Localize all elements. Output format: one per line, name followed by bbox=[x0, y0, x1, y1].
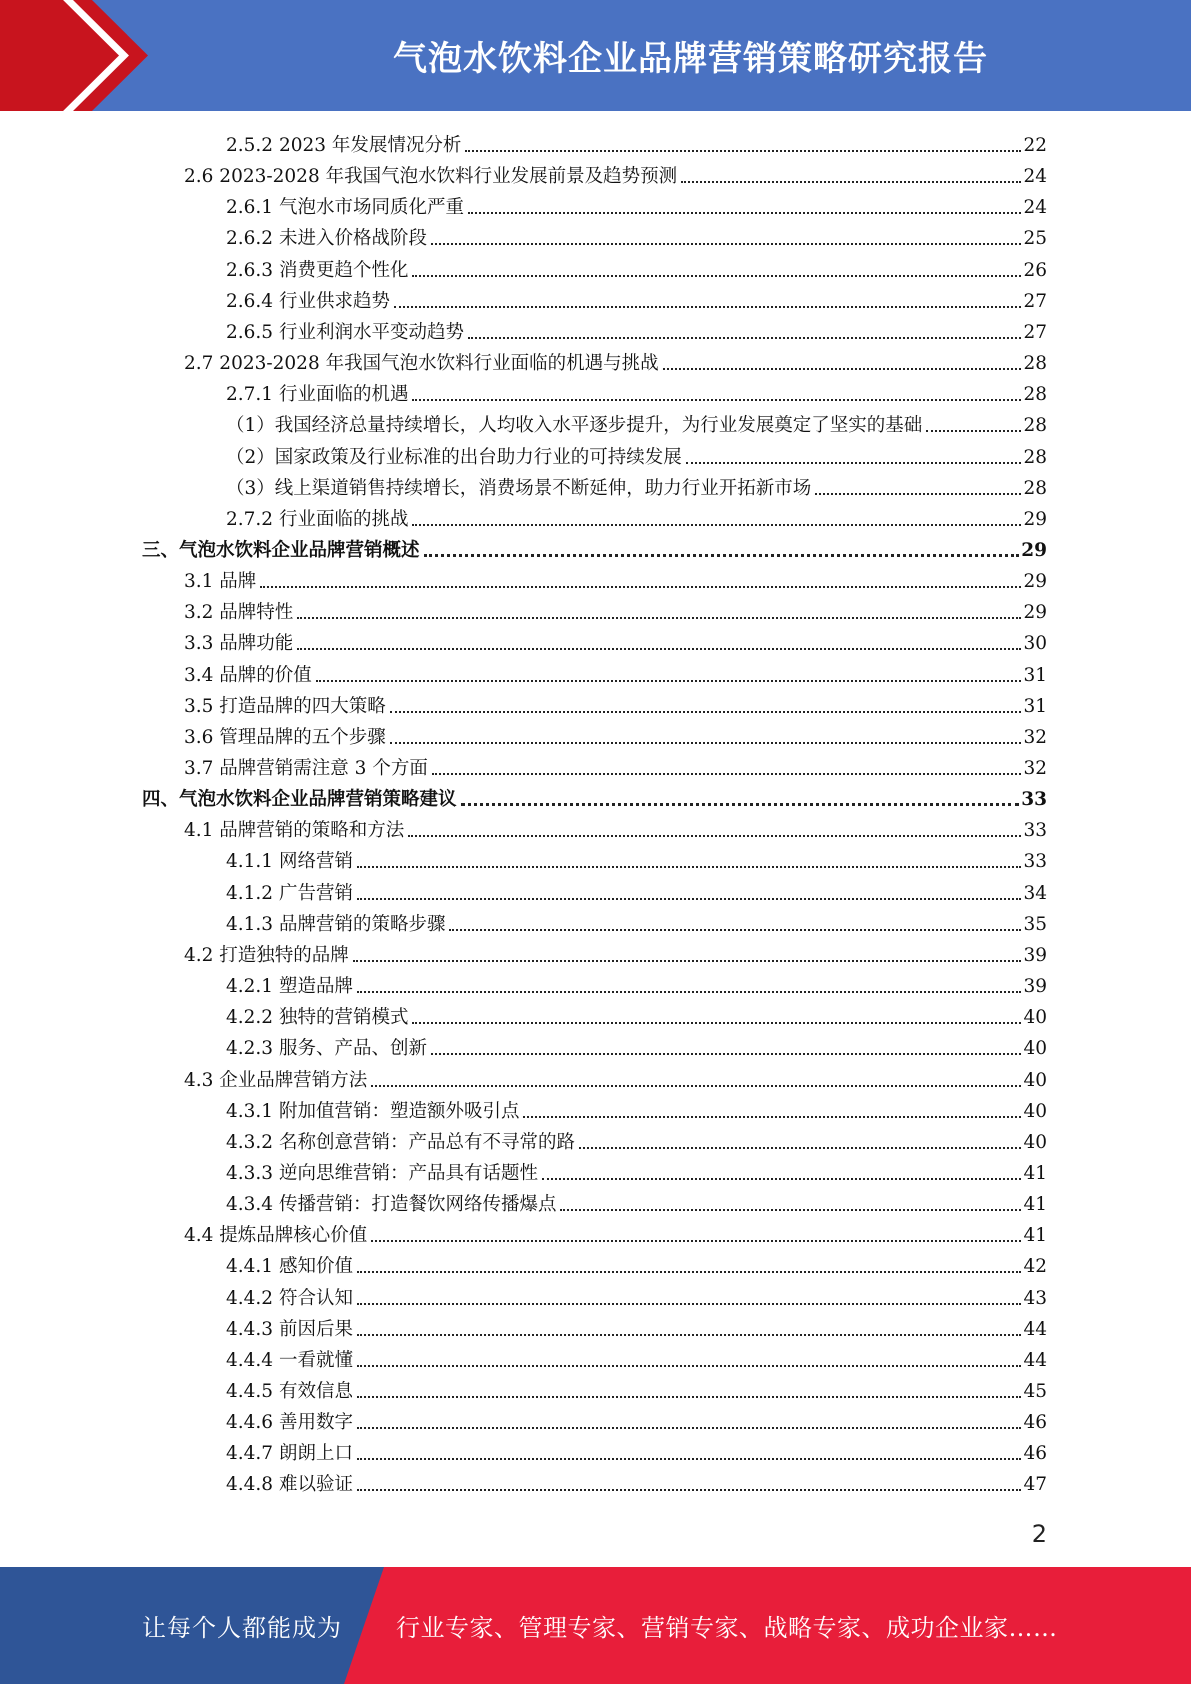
toc-entry-page: 33 bbox=[1023, 851, 1047, 873]
toc-dot-leader bbox=[357, 1489, 1022, 1491]
toc-dot-leader bbox=[357, 1365, 1022, 1367]
toc-entry-title: 4.4.6 善用数字 bbox=[226, 1412, 353, 1434]
toc-entry[interactable] bbox=[226, 314, 1047, 345]
toc-entry-page: 41 bbox=[1023, 1194, 1047, 1216]
toc-entry-title: 4.2.1 塑造品牌 bbox=[226, 976, 353, 998]
toc-entry[interactable] bbox=[184, 750, 1047, 781]
toc-entry-title: 2.5.2 2023 年发展情况分析 bbox=[226, 135, 462, 156]
toc-entry-title: 3.5 打造品牌的四大策略 bbox=[184, 695, 386, 717]
toc-entry-page: 47 bbox=[1023, 1474, 1047, 1496]
toc-entry-title: 4.3.3 逆向思维营销：产品具有话题性 bbox=[226, 1162, 538, 1184]
toc-entry[interactable] bbox=[226, 1124, 1047, 1155]
page-footer bbox=[0, 1567, 1191, 1684]
toc-entry-title: 4.1 品牌营销的策略和方法 bbox=[184, 820, 405, 842]
toc-entry-page: 33 bbox=[1021, 789, 1047, 811]
toc-entry-page: 44 bbox=[1023, 1318, 1047, 1340]
toc-entry-page: 41 bbox=[1023, 1162, 1047, 1184]
toc-entry-title: 4.2.3 服务、产品、创新 bbox=[226, 1038, 427, 1060]
toc-dot-leader bbox=[408, 835, 1021, 837]
toc-entry-page: 27 bbox=[1023, 321, 1047, 343]
toc-entry[interactable] bbox=[184, 625, 1047, 656]
toc-entry[interactable] bbox=[226, 1435, 1047, 1466]
toc-entry-title: 4.4.1 感知价值 bbox=[226, 1256, 353, 1278]
report-title: 气泡水饮料企业品牌营销策略研究报告 bbox=[393, 39, 988, 79]
toc-entry-title: （3）线上渠道销售持续增长，消费场景不断延伸，助力行业开拓新市场 bbox=[226, 477, 812, 499]
toc-entry-title: 4.4.2 符合认知 bbox=[226, 1287, 353, 1309]
toc-dot-leader bbox=[371, 1085, 1021, 1087]
toc-entry-page: 29 bbox=[1021, 539, 1047, 561]
toc-dot-leader bbox=[523, 1116, 1021, 1118]
toc-entry-title: 3.3 品牌功能 bbox=[184, 633, 294, 655]
toc-entry-title: 4.3 企业品牌营销方法 bbox=[184, 1069, 368, 1091]
toc-dot-leader bbox=[353, 960, 1022, 962]
toc-entry[interactable] bbox=[226, 407, 1047, 438]
header-chevron-decoration bbox=[0, 0, 200, 111]
toc-dot-leader bbox=[468, 337, 1021, 339]
toc-entry-page: 26 bbox=[1023, 259, 1047, 281]
toc-entry-page: 28 bbox=[1023, 477, 1047, 499]
toc-dot-leader bbox=[424, 554, 1020, 557]
toc-entry[interactable] bbox=[226, 127, 1047, 158]
toc-entry[interactable] bbox=[184, 657, 1047, 688]
toc-dot-leader bbox=[412, 1022, 1021, 1024]
toc-dot-leader bbox=[449, 929, 1021, 931]
toc-dot-leader bbox=[815, 493, 1021, 495]
toc-entry-title: 2.7.2 行业面临的挑战 bbox=[226, 508, 409, 530]
toc-entry[interactable] bbox=[184, 158, 1047, 189]
toc-entry[interactable] bbox=[226, 1373, 1047, 1404]
toc-entry-page: 27 bbox=[1023, 290, 1047, 312]
toc-entry[interactable] bbox=[226, 1030, 1047, 1061]
toc-entry-title: 2.6.3 消费更趋个性化 bbox=[226, 259, 409, 281]
toc-entry-page: 29 bbox=[1023, 508, 1047, 530]
toc-entry-page: 28 bbox=[1023, 353, 1047, 375]
toc-dot-leader bbox=[371, 1240, 1021, 1242]
toc-entry-title: 4.2 打造独特的品牌 bbox=[184, 944, 349, 966]
toc-entry-page: 31 bbox=[1023, 664, 1047, 686]
toc-entry[interactable] bbox=[184, 594, 1047, 625]
toc-entry-page: 32 bbox=[1023, 726, 1047, 748]
toc-entry-page: 29 bbox=[1023, 602, 1047, 624]
toc-dot-leader bbox=[412, 275, 1021, 277]
toc-entry-title: 3.7 品牌营销需注意 3 个方面 bbox=[184, 758, 428, 779]
toc-entry[interactable] bbox=[226, 875, 1047, 906]
toc-entry-page: 34 bbox=[1023, 882, 1047, 904]
toc-entry-page: 44 bbox=[1023, 1349, 1047, 1371]
toc-entry-title: 2.6.5 行业利润水平变动趋势 bbox=[226, 321, 464, 343]
toc-entry[interactable] bbox=[226, 439, 1047, 470]
toc-entry-page: 40 bbox=[1023, 1038, 1047, 1060]
toc-entry-title: 3.2 品牌特性 bbox=[184, 602, 294, 624]
toc-entry-page: 40 bbox=[1023, 1069, 1047, 1091]
toc-entry[interactable] bbox=[184, 1217, 1047, 1248]
toc-dot-leader bbox=[412, 399, 1021, 401]
toc-dot-leader bbox=[468, 212, 1021, 214]
toc-entry[interactable] bbox=[184, 812, 1047, 843]
toc-dot-leader bbox=[681, 181, 1021, 183]
toc-entry[interactable] bbox=[142, 781, 1047, 812]
footer-slogan-right: 行业专家、管理专家、营销专家、战略专家、成功企业家…… bbox=[396, 1614, 1058, 1642]
toc-dot-leader bbox=[357, 1303, 1022, 1305]
toc-entry[interactable] bbox=[226, 1093, 1047, 1124]
footer-slogan-left: 让每个人都能成为 bbox=[142, 1614, 342, 1642]
toc-entry-title: 3.1 品牌 bbox=[184, 571, 257, 593]
toc-entry-page: 42 bbox=[1023, 1256, 1047, 1278]
toc-entry-title: 2.6.2 未进入价格战阶段 bbox=[226, 228, 427, 250]
toc-entry[interactable] bbox=[184, 345, 1047, 376]
toc-entry-title: 2.6 2023-2028 年我国气泡水饮料行业发展前景及趋势预测 bbox=[184, 166, 678, 188]
toc-entry-title: 4.1.3 品牌营销的策略步骤 bbox=[226, 913, 446, 935]
toc-entry-title: 4.3.1 附加值营销：塑造额外吸引点 bbox=[226, 1100, 520, 1122]
toc-entry-title: 三、气泡水饮料企业品牌营销概述 bbox=[142, 539, 420, 561]
toc-dot-leader bbox=[357, 1458, 1022, 1460]
toc-entry[interactable] bbox=[226, 189, 1047, 220]
toc-dot-leader bbox=[542, 1178, 1021, 1180]
toc-entry[interactable] bbox=[226, 968, 1047, 999]
toc-entry-title: 4.4 提炼品牌核心价值 bbox=[184, 1225, 368, 1247]
toc-dot-leader bbox=[431, 1053, 1021, 1055]
toc-dot-leader bbox=[357, 898, 1022, 900]
toc-entry-page: 24 bbox=[1023, 166, 1047, 188]
toc-dot-leader bbox=[461, 803, 1020, 806]
toc-dot-leader bbox=[431, 243, 1021, 245]
toc-entry-page: 30 bbox=[1023, 633, 1047, 655]
toc-dot-leader bbox=[297, 617, 1021, 619]
toc-dot-leader bbox=[926, 430, 1021, 432]
toc-entry-title: 3.4 品牌的价值 bbox=[184, 664, 312, 686]
toc-entry[interactable] bbox=[226, 1404, 1047, 1435]
toc-dot-leader bbox=[357, 1396, 1022, 1398]
toc-entry-page: 46 bbox=[1023, 1443, 1047, 1465]
toc-entry-page: 28 bbox=[1023, 384, 1047, 406]
toc-dot-leader bbox=[390, 711, 1022, 713]
toc-entry-title: （2）国家政策及行业标准的出台助力行业的可持续发展 bbox=[226, 446, 682, 468]
toc-dot-leader bbox=[297, 648, 1021, 650]
toc-dot-leader bbox=[357, 1271, 1022, 1273]
toc-entry-page: 28 bbox=[1023, 415, 1047, 437]
toc-dot-leader bbox=[686, 462, 1022, 464]
toc-dot-leader bbox=[579, 1147, 1021, 1149]
toc-entry-page: 33 bbox=[1023, 820, 1047, 842]
toc-dot-leader bbox=[663, 368, 1022, 370]
toc-entry[interactable] bbox=[226, 843, 1047, 874]
toc-dot-leader bbox=[560, 1209, 1021, 1211]
toc-dot-leader bbox=[390, 742, 1022, 744]
toc-entry[interactable] bbox=[226, 1248, 1047, 1279]
toc-entry-title: 4.1.2 广告营销 bbox=[226, 882, 353, 904]
toc-entry-title: 2.7.1 行业面临的机遇 bbox=[226, 384, 409, 406]
toc-entry-title: 2.6.4 行业供求趋势 bbox=[226, 290, 390, 312]
toc-entry-title: 3.6 管理品牌的五个步骤 bbox=[184, 726, 386, 748]
toc-entry[interactable] bbox=[226, 999, 1047, 1030]
toc-entry-title: 四、气泡水饮料企业品牌营销策略建议 bbox=[142, 789, 457, 811]
toc-entry-page: 25 bbox=[1023, 228, 1047, 250]
toc-entry[interactable] bbox=[226, 220, 1047, 251]
toc-entry[interactable] bbox=[226, 376, 1047, 407]
toc-entry-page: 28 bbox=[1023, 446, 1047, 468]
toc-entry-page: 32 bbox=[1023, 758, 1047, 779]
toc-dot-leader bbox=[316, 680, 1022, 682]
toc-dot-leader bbox=[412, 524, 1021, 526]
toc-entry-title: 4.4.4 一看就懂 bbox=[226, 1349, 353, 1371]
toc-entry[interactable] bbox=[226, 470, 1047, 501]
toc-dot-leader bbox=[357, 1427, 1022, 1429]
toc-entry[interactable] bbox=[226, 1186, 1047, 1217]
toc-dot-leader bbox=[260, 586, 1021, 588]
toc-entry-page: 31 bbox=[1023, 695, 1047, 717]
toc-entry[interactable] bbox=[184, 719, 1047, 750]
toc-entry[interactable] bbox=[142, 532, 1047, 563]
toc-entry-page: 22 bbox=[1023, 135, 1047, 156]
toc-entry[interactable] bbox=[184, 1062, 1047, 1093]
page-number: 2 bbox=[1031, 1520, 1047, 1548]
toc-entry-page: 41 bbox=[1023, 1225, 1047, 1247]
toc-entry-page: 29 bbox=[1023, 571, 1047, 593]
toc-entry-title: 2.7 2023-2028 年我国气泡水饮料行业面临的机遇与挑战 bbox=[184, 353, 659, 375]
toc-entry-page: 40 bbox=[1023, 1007, 1047, 1029]
toc-entry-page: 24 bbox=[1023, 197, 1047, 219]
toc-entry-title: 4.2.2 独特的营销模式 bbox=[226, 1007, 409, 1029]
toc-entry-title: 4.4.5 有效信息 bbox=[226, 1381, 353, 1402]
toc-entry-page: 39 bbox=[1023, 976, 1047, 998]
toc-entry-page: 46 bbox=[1023, 1412, 1047, 1434]
toc-entry-title: 4.3.2 名称创意营销：产品总有不寻常的路 bbox=[226, 1131, 575, 1153]
toc-dot-leader bbox=[432, 773, 1022, 775]
toc-entry[interactable] bbox=[226, 1342, 1047, 1373]
toc-entry-page: 43 bbox=[1023, 1287, 1047, 1309]
toc-entry[interactable] bbox=[226, 906, 1047, 937]
toc-entry-page: 39 bbox=[1023, 944, 1047, 966]
toc-dot-leader bbox=[357, 991, 1022, 993]
toc-entry-title: （1）我国经济总量持续增长，人均收入水平逐步提升，为行业发展奠定了坚实的基础 bbox=[226, 415, 923, 437]
toc-entry[interactable] bbox=[226, 1155, 1047, 1186]
toc-entry[interactable] bbox=[226, 1466, 1047, 1497]
toc-entry-page: 35 bbox=[1023, 913, 1047, 935]
toc-dot-leader bbox=[465, 150, 1021, 152]
toc-entry[interactable] bbox=[226, 501, 1047, 532]
toc-dot-leader bbox=[357, 866, 1022, 868]
toc-entry[interactable] bbox=[184, 937, 1047, 968]
toc-entry[interactable] bbox=[226, 1311, 1047, 1342]
toc-entry[interactable] bbox=[226, 1280, 1047, 1311]
toc-entry[interactable] bbox=[184, 688, 1047, 719]
toc-entry-title: 2.6.1 气泡水市场同质化严重 bbox=[226, 197, 464, 219]
toc-entry[interactable] bbox=[184, 563, 1047, 594]
toc-entry-title: 4.4.3 前因后果 bbox=[226, 1318, 353, 1340]
toc-dot-leader bbox=[394, 306, 1021, 308]
toc-entry-title: 4.3.4 传播营销：打造餐饮网络传播爆点 bbox=[226, 1194, 557, 1216]
toc-entry-title: 4.4.8 难以验证 bbox=[226, 1474, 353, 1496]
toc-entry[interactable] bbox=[226, 283, 1047, 314]
toc-entry-page: 40 bbox=[1023, 1100, 1047, 1122]
toc-dot-leader bbox=[357, 1334, 1022, 1336]
toc-entry[interactable] bbox=[226, 252, 1047, 283]
toc-entry-title: 4.1.1 网络营销 bbox=[226, 851, 353, 873]
page-header bbox=[0, 0, 1191, 111]
toc-entry-title: 4.4.7 朗朗上口 bbox=[226, 1443, 353, 1465]
toc-entry-page: 40 bbox=[1023, 1131, 1047, 1153]
toc-entry-page: 45 bbox=[1023, 1381, 1047, 1402]
